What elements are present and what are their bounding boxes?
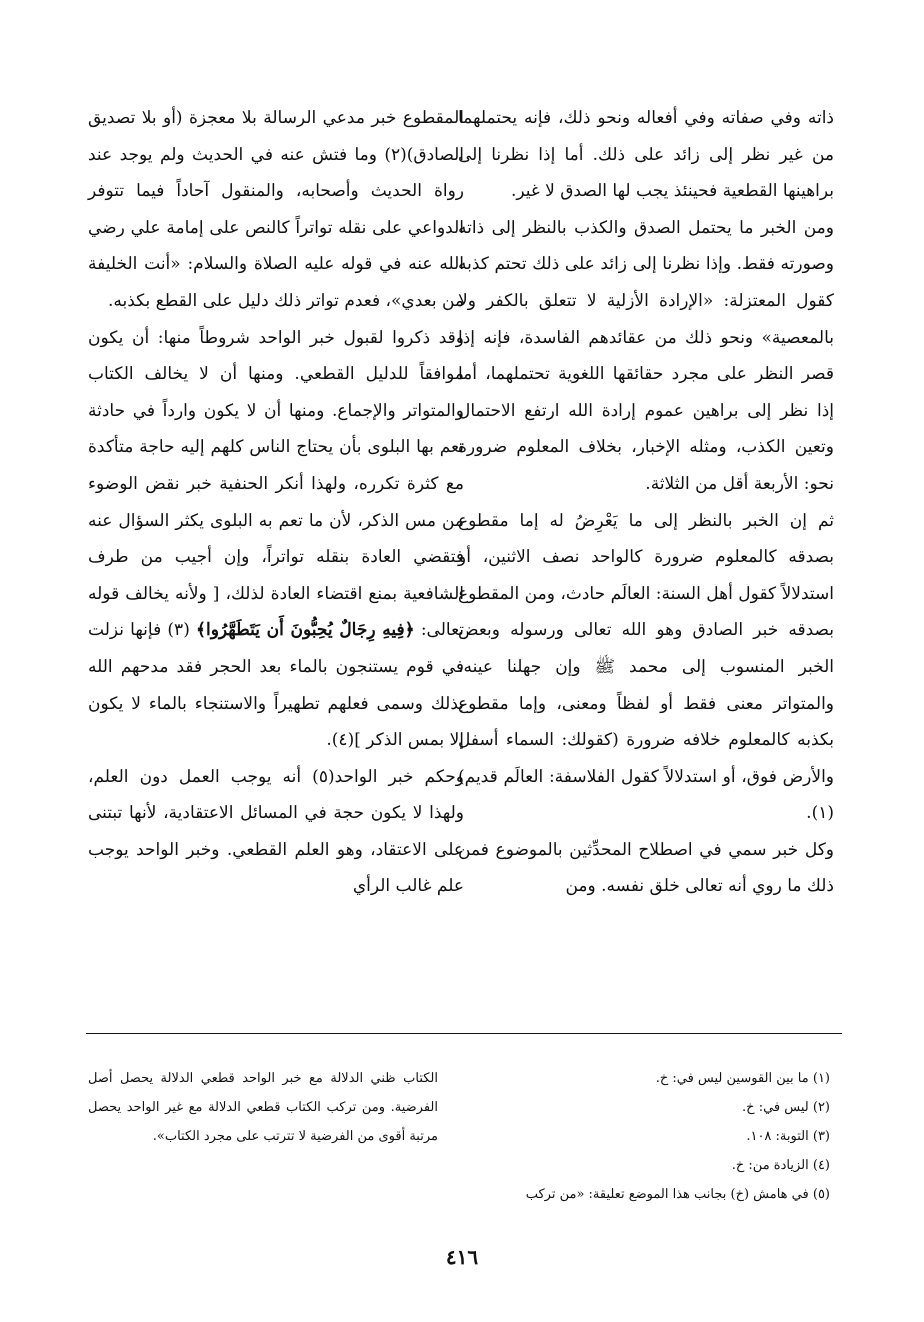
- quran-verse: ﴿فِيهِ رِجَالٌ يُحِبُّونَ أَن يَتَطَهَّرُوا﴾: [196, 620, 415, 641]
- footnote: (٤) الزيادة من: خ.: [731, 1158, 830, 1173]
- paragraph: [88, 320, 464, 759]
- footnotes-left: [88, 1064, 438, 1151]
- footnote: (٣) التوبة: ١٠٨.: [746, 1129, 830, 1144]
- paragraph: وحكم خبر الواحد(٥) أنه يوجب العمل دون العلم، ولهذا لا يكون حجة في المسائل الاعتقادية، لأنها تبتنى على الاعتقاد، وهو العلم القطعي. وخبر الواحد يوجب علم غالب الرأي: [88, 766, 464, 897]
- footnotes-right: [470, 1064, 830, 1209]
- paragraph: ذاته وفي صفاته وفي أفعاله ونحو ذلك، فإنه يحتملهما من غير نظر إلى زائد على ذلك. أما إذا نظرنا إلى براهينها القطعية فحينئذ يجب لها الصدق لا غير.: [458, 108, 834, 202]
- footnote-continuation: الكتاب ظني الدلالة مع خبر الواحد قطعي الدلالة يحصل أصل الفرضية. ومن تركب الكتاب قطعي الدلالة مع غير الواحد يحصل مرتبة أقوى من الفرضية لا تترتب على مجرد الكتاب».: [88, 1071, 438, 1144]
- footnote: (٥) في هامش (خ) بجانب هذا الموضع تعليقة: «من تركب: [525, 1187, 830, 1202]
- footnote: (١) ما بين القوسين ليس في: خ.: [655, 1071, 830, 1086]
- footnote-separator: [86, 1033, 842, 1034]
- right-text-column: [458, 100, 834, 905]
- page-number: ٤١٦: [445, 1245, 479, 1269]
- paragraph: ثم إن الخبر بالنظر إلى ما يَعْرِضُ له إما مقطوع بصدقه كالمعلوم ضرورة كالواحد نصف الاثنين، أو استدلالاً كقول أهل السنة: العالَم حادث، ومن المقطوع بصدقه خبر الصادق وهو الله تعالى ورسوله وبعض الخبر المنسوب إلى محمد ﷺ وإن جهلنا عينه، والمتواتر معنى فقط أو لفظاً ومعنى، وإما مقطوع بكذبه كالمعلوم خلافه ضرورة (كقولك: السماء أسفل والأرض فوق، أو استدلالاً كقول الفلاسفة: العالَم قديم)(١).: [458, 510, 834, 824]
- paragraph-text: (٣) فإنها نزلت في قوم يستنجون بالماء بعد الحجر فقد مدحهم الله بذلك وسمى فعلهم تطهيراً والاستنجاء بالماء لا يكون إلا بمس الذكر ](٤).: [88, 620, 464, 751]
- paragraph-text: وقد ذكروا لقبول خبر الواحد شروطاً منها: أن يكون موافقاً للدليل القطعي. ومنها أن لا يخالف الكتاب والمتواتر والإجماع. ومنها أن لا يكون وارداً في حادثة تعم بها البلوى بأن يحتاج الناس كلهم إليه حاجة متأكدة مع كثرة تكرره، ولهذا أنكر الحنفية خبر نقض الوضوء من مس الذكر، لأن ما تعم به البلوى يكثر السؤال عنه فتقضي العادة بنقله تواتراً، وإن أجيب من طرف الشافعية بمنع اقتضاء العادة لذلك، [ ولأنه يخالف قوله تعالى:: [88, 327, 465, 641]
- paragraph: المقطوع خبر مدعي الرسالة بلا معجزة (أو بلا تصديق الصادق)(٢) وما فتش عنه في الحديث ولم يوجد عند رواة الحديث وأصحابه، والمنقول آحاداً فيما تتوفر الدواعي على نقله تواتراً كالنص على إمامة علي رضي الله عنه في قوله عليه الصلاة والسلام: «أنت الخليفة من بعدي»، فعدم تواتر ذلك دليل على القطع بكذبه.: [88, 108, 464, 311]
- left-text-column: [88, 100, 464, 905]
- paragraph: ومن الخبر ما يحتمل الصدق والكذب بالنظر إلى ذاته وصورته فقط. وإذا نظرنا إلى زائد على ذلك تحتم كذبه كقول المعتزلة: «الإرادة الأزلية لا تتعلق بالكفر ولا بالمعصية» ونحو ذلك من عقائدهم الفاسدة، فإنه إذا قصر النظر على مجرد حقائقها اللغوية تحتملهما، أما إذا نظر إلى براهين عموم إرادة الله ارتفع الاحتمال وتعين الكذب، ومثله الإخبار، بخلاف المعلوم ضرورة نحو: الأربعة أقل من الثلاثة.: [458, 217, 834, 494]
- footnote: (٢) ليس في: خ.: [742, 1100, 830, 1115]
- paragraph: وكل خبر سمي في اصطلاح المحدِّثين بالموضوع فمن ذلك ما روي أنه تعالى خلق نفسه. ومن: [458, 839, 834, 897]
